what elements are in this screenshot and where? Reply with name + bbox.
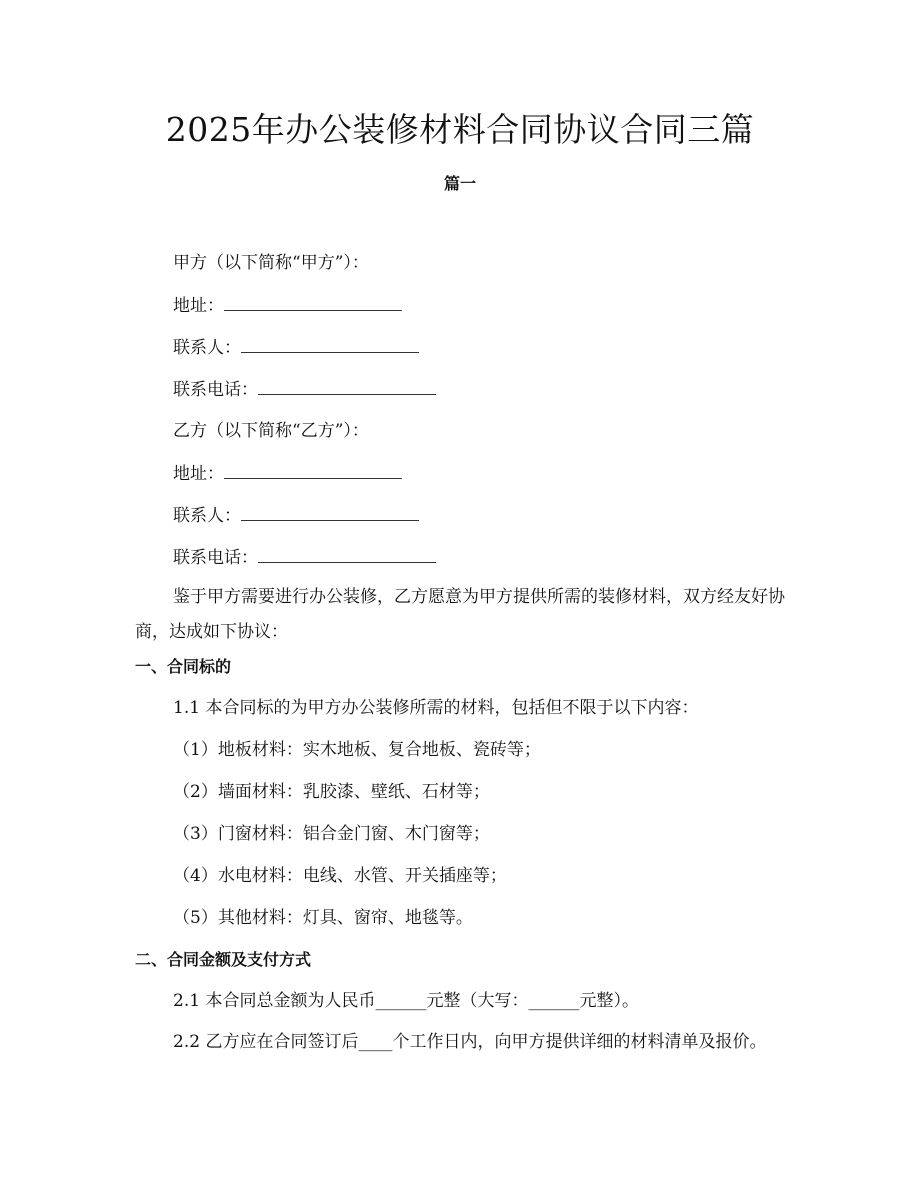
clause-2-2: 2.2 乙方应在合同签订后____个工作日内，向甲方提供详细的材料清单及报价。: [173, 1032, 767, 1052]
party-b-phone-label: 联系电话：: [173, 548, 258, 568]
party-a-address-row: [173, 292, 402, 319]
party-b-intro: 乙方（以下简称“乙方”）：: [173, 421, 369, 441]
document-subtitle: 篇一: [443, 174, 476, 193]
list-item: （5）其他材料：灯具、窗帘、地毯等。: [173, 908, 473, 928]
party-a-contact-row: [173, 334, 419, 361]
party-b-contact-label: 联系人：: [173, 506, 241, 526]
party-b-phone-row: [173, 544, 436, 571]
party-b-address-label: 地址：: [173, 464, 224, 484]
party-b-address-row: [173, 460, 402, 487]
party-a-intro: 甲方（以下简称“甲方”）：: [173, 253, 369, 273]
list-item: （3）门窗材料：铝合金门窗、木门窗等；: [173, 824, 490, 844]
party-b-contact-row: [173, 502, 419, 529]
section-1-heading: 一、合同标的: [135, 657, 232, 676]
list-item: （1）地板材料：实木地板、复合地板、瓷砖等；: [173, 740, 541, 760]
list-item: （2）墙面材料：乳胶漆、壁纸、石材等；: [173, 782, 490, 802]
clause-1-1: 1.1 本合同标的为甲方办公装修所需的材料，包括但不限于以下内容：: [173, 698, 699, 718]
document-title: 2025年办公装修材料合同协议合同三篇: [165, 110, 755, 149]
party-a-address-field[interactable]: [224, 292, 402, 311]
party-a-phone-field[interactable]: [258, 376, 436, 395]
section-2-heading: 二、合同金额及支付方式: [135, 950, 312, 969]
preamble-paragraph: 鉴于甲方需要进行办公装修，乙方愿意为甲方提供所需的装修材料，双方经友好协商，达成如下协议：: [135, 587, 785, 642]
party-a-contact-field[interactable]: [241, 334, 419, 353]
party-a-phone-row: [173, 376, 436, 403]
party-b-phone-field[interactable]: [258, 544, 436, 563]
clause-2-1: 2.1 本合同总金额为人民币______元整（大写：______元整）。: [173, 991, 639, 1011]
party-a-contact-label: 联系人：: [173, 338, 241, 358]
list-item: （4）水电材料：电线、水管、开关插座等；: [173, 866, 507, 886]
party-a-address-label: 地址：: [173, 296, 224, 316]
party-a-phone-label: 联系电话：: [173, 380, 258, 400]
party-b-contact-field[interactable]: [241, 502, 419, 521]
party-b-address-field[interactable]: [224, 460, 402, 479]
